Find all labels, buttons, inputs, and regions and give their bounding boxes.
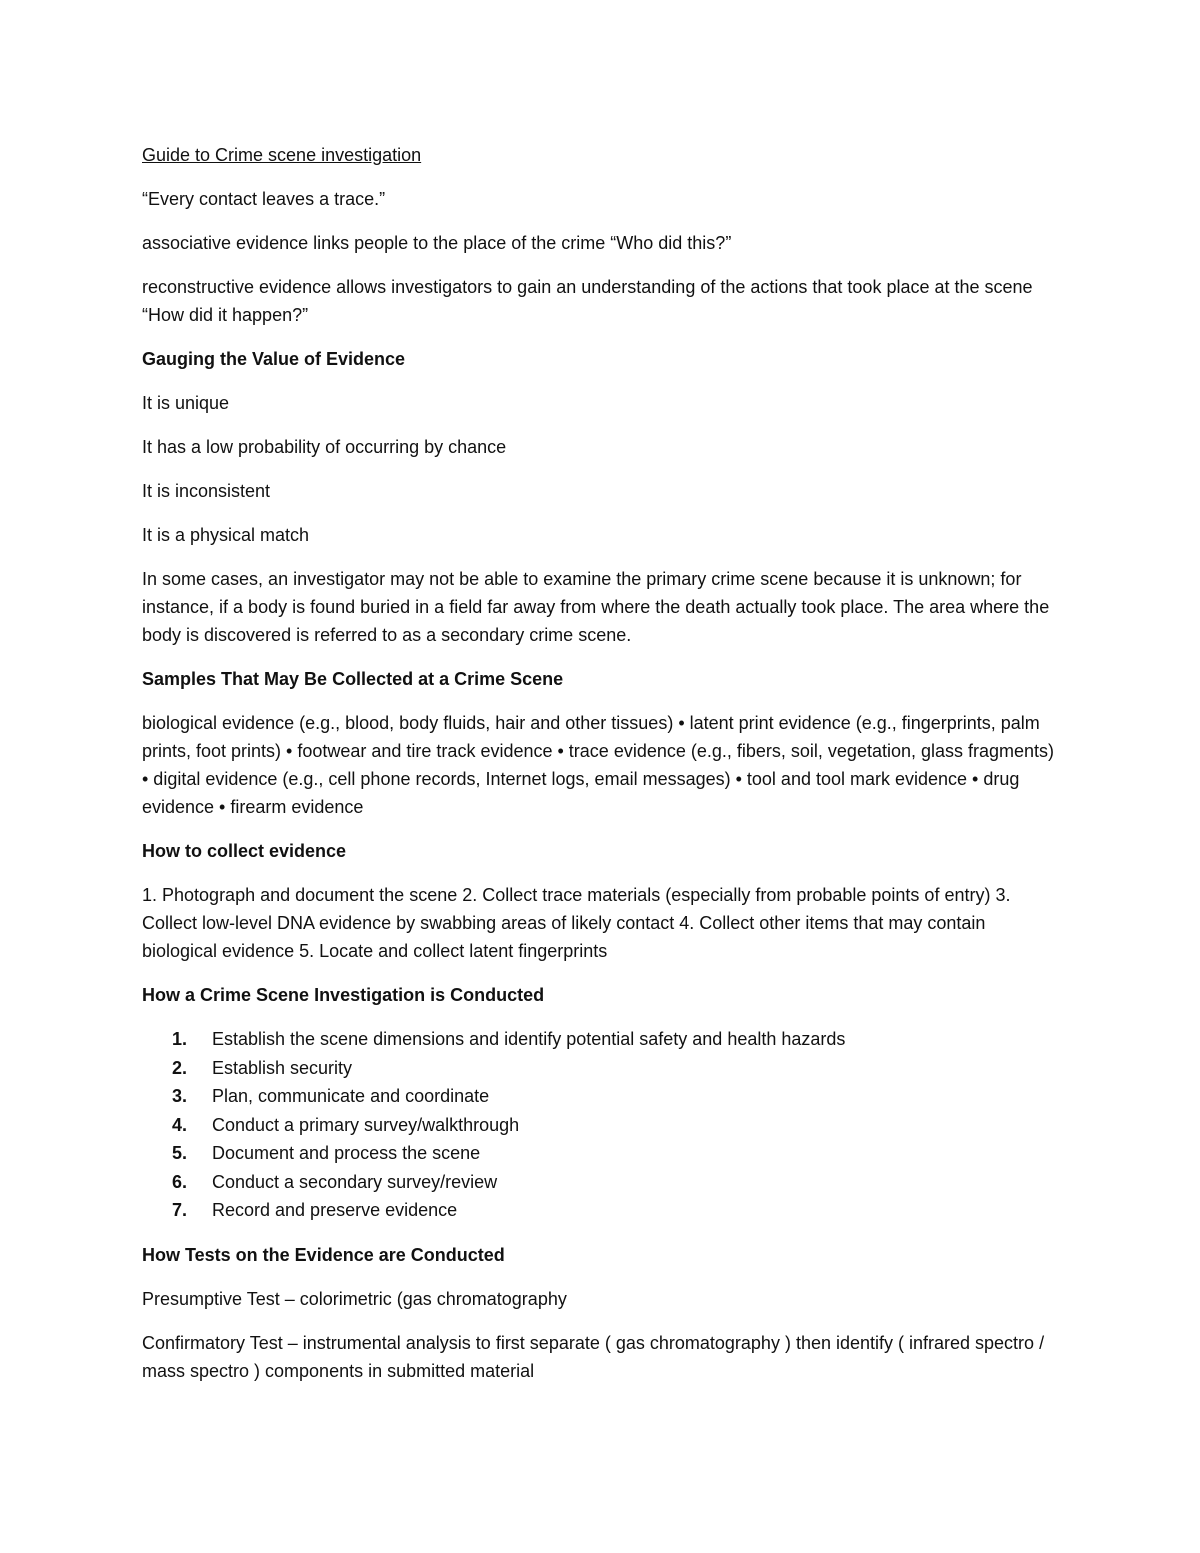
step-text: Establish security [212, 1057, 353, 1078]
gauging-item: It is a physical match [142, 525, 310, 545]
collect-heading: How to collect evidence [142, 841, 347, 861]
list-item [142, 1139, 1062, 1168]
collect-paragraph: 1. Photograph and document the scene 2. Collect trace materials (especially from probable points of entry) 3. Collect low-level DNA evidence by swabbing areas of likely contact 4. Collect other items that may contain biological evidence 5. Locate and collect latent fingerprints [142, 885, 1011, 961]
step-text: Plan, communicate and coordinate [212, 1086, 490, 1106]
step-text: Conduct a primary survey/walkthrough [212, 1114, 520, 1135]
step-text: Establish the scene dimensions and identify potential safety and health hazards [212, 1029, 846, 1049]
step-text: Conduct a secondary survey/review [212, 1171, 498, 1192]
list-item [142, 1054, 1062, 1083]
gauging-item: It is inconsistent [142, 481, 271, 501]
step-number: 1. [172, 1029, 188, 1049]
gauging-heading: Gauging the Value of Evidence [142, 349, 406, 369]
intro-quote: “Every contact leaves a trace.” [142, 189, 386, 209]
step-number: 4. [172, 1114, 188, 1135]
confirmatory-test-paragraph: Confirmatory Test – instrumental analysis to first separate ( gas chromatography ) then identify ( infrared spectro / mass spectro ) components in submitted material [142, 1332, 1045, 1381]
step-number: 2. [172, 1057, 188, 1078]
reconstructive-evidence-paragraph: reconstructive evidence allows investigators to gain an understanding of the actions that took place at the scene “How did it happen?” [142, 277, 1033, 325]
step-text: Document and process the scene [212, 1143, 481, 1163]
step-text: Record and preserve evidence [212, 1200, 458, 1220]
gauging-item: It has a low probability of occurring by chance [142, 437, 507, 457]
associative-evidence-paragraph: associative evidence links people to the place of the crime “Who did this?” [142, 233, 732, 253]
conducted-heading: How a Crime Scene Investigation is Conducted [142, 985, 545, 1005]
samples-paragraph: biological evidence (e.g., blood, body fluids, hair and other tissues) • latent print evidence (e.g., fingerprints, palm prints, foot prints) • footwear and tire track evidence • trace evidence (e.g., fibers, soil, vegetation, glass fragments) • digital evidence (e.g., cell phone records, Internet logs, email messages) • tool and tool mark evidence • drug evidence • firearm evidence [142, 713, 1055, 817]
document-title: Guide to Crime scene investigation [142, 145, 422, 165]
samples-heading: Samples That May Be Collected at a Crime Scene [142, 669, 564, 689]
document-body [142, 141, 1062, 1401]
steps-list [142, 1025, 1062, 1225]
secondary-scene-paragraph: In some cases, an investigator may not be able to examine the primary crime scene because it is unknown; for instance, if a body is found buried in a field far away from where the death actually took place. The area where the body is discovered is referred to as a secondary crime scene. [142, 569, 1050, 645]
tests-heading: How Tests on the Evidence are Conducted [142, 1244, 505, 1265]
step-number: 7. [172, 1200, 188, 1220]
list-item [142, 1196, 1062, 1225]
gauging-item: It is unique [142, 393, 230, 413]
list-item [142, 1111, 1062, 1140]
presumptive-test-paragraph: Presumptive Test – colorimetric (gas chromatography [142, 1288, 567, 1309]
list-item [142, 1025, 1062, 1054]
list-item [142, 1082, 1062, 1111]
step-number: 3. [172, 1086, 188, 1106]
step-number: 6. [172, 1171, 188, 1192]
step-number: 5. [172, 1143, 188, 1163]
list-item [142, 1168, 1062, 1197]
